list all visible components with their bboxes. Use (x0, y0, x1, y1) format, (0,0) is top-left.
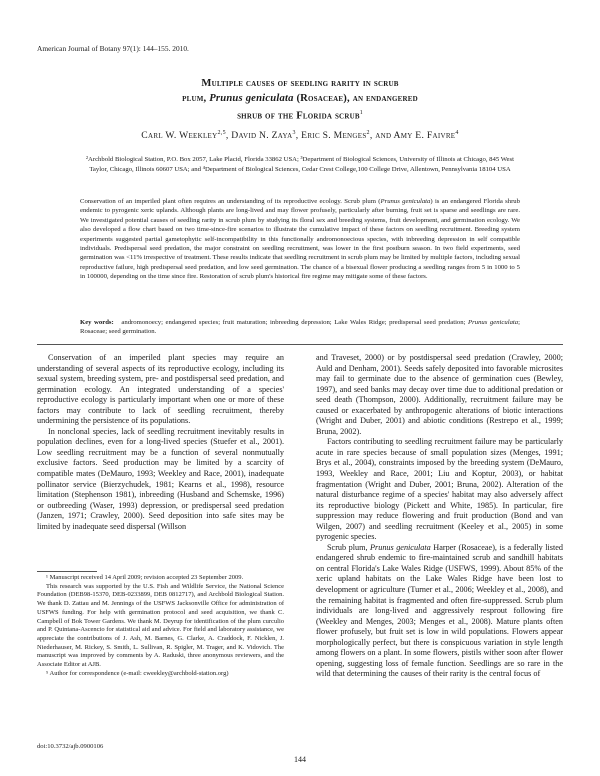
title-line-2 (60, 91, 540, 106)
author-name: , David N. Zaya (225, 130, 293, 142)
page-number: 144 (294, 755, 306, 764)
keywords-text: ; Rosaceae; seed germination. (80, 319, 520, 336)
body-column-right (316, 353, 563, 680)
keywords-species-name: Prunus geniculata (468, 319, 519, 326)
journal-citation: American Journal of Botany 97(1): 144–155. 2010. (37, 44, 189, 53)
author-name: Carl W. Weekley (141, 130, 218, 142)
title-line-1: Multiple causes of seedling rarity in scrub (201, 78, 399, 89)
footnote: ⁵ Author for correspondence (e-mail: cweekley@archbold-station.org) (46, 669, 229, 677)
author-name: , and Amy E. Faivre (369, 130, 456, 142)
title-text: plum, (182, 93, 210, 104)
keywords (80, 318, 520, 337)
title-footnote-mark: 1 (359, 110, 363, 116)
body-paragraph: and Traveset, 2000) or by postdispersal seed predation (Crawley, 2000; Auld and Denham, 2001). Seeds safely deposited into favorable microsites may fail to germinate due to the absence of germination cues (Bewley, 1997), and seed banks may decay over time due to additional predation or seed death (Thompson, 2000). Additionally, recruitment failure may be caused or exacerbated by anthropogenic alterations of biotic interactions (Wright and Duber, 2001) and abiotic conditions (Restrepo et al., 1999; Bruna, 2002). (316, 353, 563, 436)
body-column-left (37, 353, 284, 532)
abstract (80, 197, 520, 282)
footnote: ¹ Manuscript received 14 April 2009; revision accepted 23 September 2009. (46, 574, 244, 581)
doi: doi:10.3732/ajb.0900106 (37, 743, 104, 750)
author-name: , Eric S. Menges (295, 130, 367, 142)
author-affil-mark: 3 (292, 130, 296, 136)
footnote-divider (37, 571, 97, 572)
body-paragraph: Conservation of an imperiled plant species may require an understanding of several aspects of its reproductive ecology, including its sexual system, breeding system, pre- and postdispersal seed predation, and germination ecology. An integrated understanding of a species' reproductive ecology is particularly important when one or more of these factors may contribute to lack of seedling recruitment, thereby undermining the persistence of its populations. (37, 353, 284, 426)
author-affil-mark: 4 (455, 130, 459, 136)
affiliations: ²Archbold Biological Station, P.O. Box 2057, Lake Placid, Florida 33862 USA; ³Department of Biological Sciences, University of Illinois at Chicago, 845 West Taylor, Chicago, Illinois 60607 USA; and ⁴Department of Biological Sciences, Cedar Crest College,100 College Drive, Allentown, Pennsylvania 18104 USA (86, 156, 514, 174)
body-text: Scrub plum, (327, 542, 371, 552)
body-paragraph (316, 543, 563, 680)
keywords-text: andromonoecy; endangered species; fruit maturation; inbreeding depression; Lake Wales Ridge; predispersal seed predation; (121, 319, 469, 326)
title-species-name: Prunus geniculata (209, 93, 294, 104)
title-text: shrub of the Florida scrub (237, 110, 360, 122)
footnote: This research was supported by the U.S. Fish and Wildlife Service, the National Science Foundation (DEB98-15370, DEB-0233899, DEB 0812717), and Archbold Biological Station. We thank D. Zattau and M. Jennings of the USFWS Jacksonville Office for administration of USFWS funding. For help with germination protocol and seed acquisition, we thank C. Campbell of Bok Tower Gardens. We thank M. Deyrup for identification of the plum curculio and P. Quintana-Ascencio for statistical aid and advice. For field and laboratory assistance, we appreciate the contributions of J. Ash, M. Barnes, G. Clarke, A. Craddock, F. Nicklen, J. Niederhauser, M. Rickey, S. Smith, L. Sullivan, R. Spigler, M. Trager, and K. Vidovich. The manuscript was improved by comments by A. Raduski, three anonymous reviewers, and the Associate Editor at AJB. (37, 582, 284, 669)
abstract-species-name: Prunus geniculata (380, 198, 431, 205)
title-line-3 (60, 106, 540, 124)
body-paragraph: Factors contributing to seedling recruitment failure may be particularly acute in rare species because of small population sizes (Menges, 1991; Brys et al., 2004), constraints imposed by the breeding system (DeMauro, 1993, Weekley and Race, 2001; Liu and Koptur, 2003), or habitat fragmentation (Wright and Duber, 2001; Bruna, 2002). Alteration of the natural disturbance regime of a species' habitat may also adversely affect its reproductive biology (Pickett and White, 1985). In particular, fire suppression may reduce flowering and fruit production (Bond and van Wilgen, 2007) and seedling recruitment (Keeley et al., 2005) in some pyrogenic species. (316, 437, 563, 542)
body-species-name: Prunus geniculata (370, 542, 431, 552)
keywords-label: Key words: (80, 319, 114, 326)
article-title (60, 76, 540, 124)
body-paragraph: In nonclonal species, lack of seedling recruitment inevitably results in population declines, even for a long-lived species (Stuefer et al., 2001). Low seedling recruitment may be a function of several nonmutually exclusive factors. Seed production may be limited by a scarcity of compatible mates (DeMauro, 1993; Weekley and Race, 2001), inadequate pollinator service (Bierzychudek, 1981; Kearns et al., 1998), resource limitation (Stephenson 1981), inbreeding (Husband and Schemske, 1996) or outbreeding (Waser, 1993) depression, or predispersal seed predation (Janzen, 1971; Crawley, 2000). Seed deposition into safe sites may be limited by inadequate seed dispersal (Willson (37, 426, 284, 531)
author-affil-mark: 2,5 (217, 130, 226, 136)
section-divider (37, 344, 563, 345)
author-affil-mark: 2 (366, 130, 370, 136)
footnotes (37, 574, 284, 678)
title-text: (Rosaceae), an endangered (293, 93, 418, 104)
abstract-text: ) is an endangered Florida shrub endemic to pyrogenic xeric uplands. Although plants are long-lived and may flower profusely, particularly after burning, fruit set is sparse and seedlings are rare. We investigated potential causes of seedling rarity in scrub plum by studying its floral sex and breeding systems, fruit development, and germination ecology. We also developed a flow chart based on two time-since-fire scenarios to illustrate the cumulative impact of these factors on seedling recruitment. Breeding system experiments suggested partial gametophytic self-incompatibility in this functionally andromonoecious species, with inbreeding depression in self compatible individuals. Predispersal seed predation, the major constraint on seedling recruitment, was lower in the first postburn season. In two field experiments, seed germination was <11% irrespective of treatment. These results indicate that seedling recruitment in scrub plum may be limited by multiple factors, including sexual reproductive failure, high predispersal seed predation, and low seed germination. The chance of a bisexual flower producing a seedling ranges from 5 in 1000 to 5 in 100000, depending on the time since fire. Restoration of scrub plum's historical fire regime may mitigate some of these factors. (80, 198, 520, 281)
abstract-text: Conservation of an imperiled plant often requires an understanding of its reproductive ecology. Scrub plum ( (80, 198, 381, 205)
author-list (40, 130, 560, 141)
body-text: Harper (Rosaceae), is a federally listed endangered shrub endemic to fire-maintained scrub and sandhill habitats on central Florida's Lake Wales Ridge (USFWS, 1999). About 85% of the xeric upland habitats on the Lake Wales Ridge have been lost to development or agriculture (Turner et al., 2006; Weekley et al., 2008), and the remaining habitat is fragmented and often fire-suppressed. Scrub plum individuals are long-lived and aggressively resprout following fire (Weekley and Menges, 2003; Menges et al., 2008). Mature plants often flower profusely, but fruit set is low in wild populations. Flowers appear morphologically perfect, but there is conspicuous variation in style length among flowers on a plant. In some flowers, pistils wither soon after flower opening, suggesting loss of female function. Seedlings are so rare in the wild that determining the causes of their rarity is the central focus of (316, 542, 563, 679)
